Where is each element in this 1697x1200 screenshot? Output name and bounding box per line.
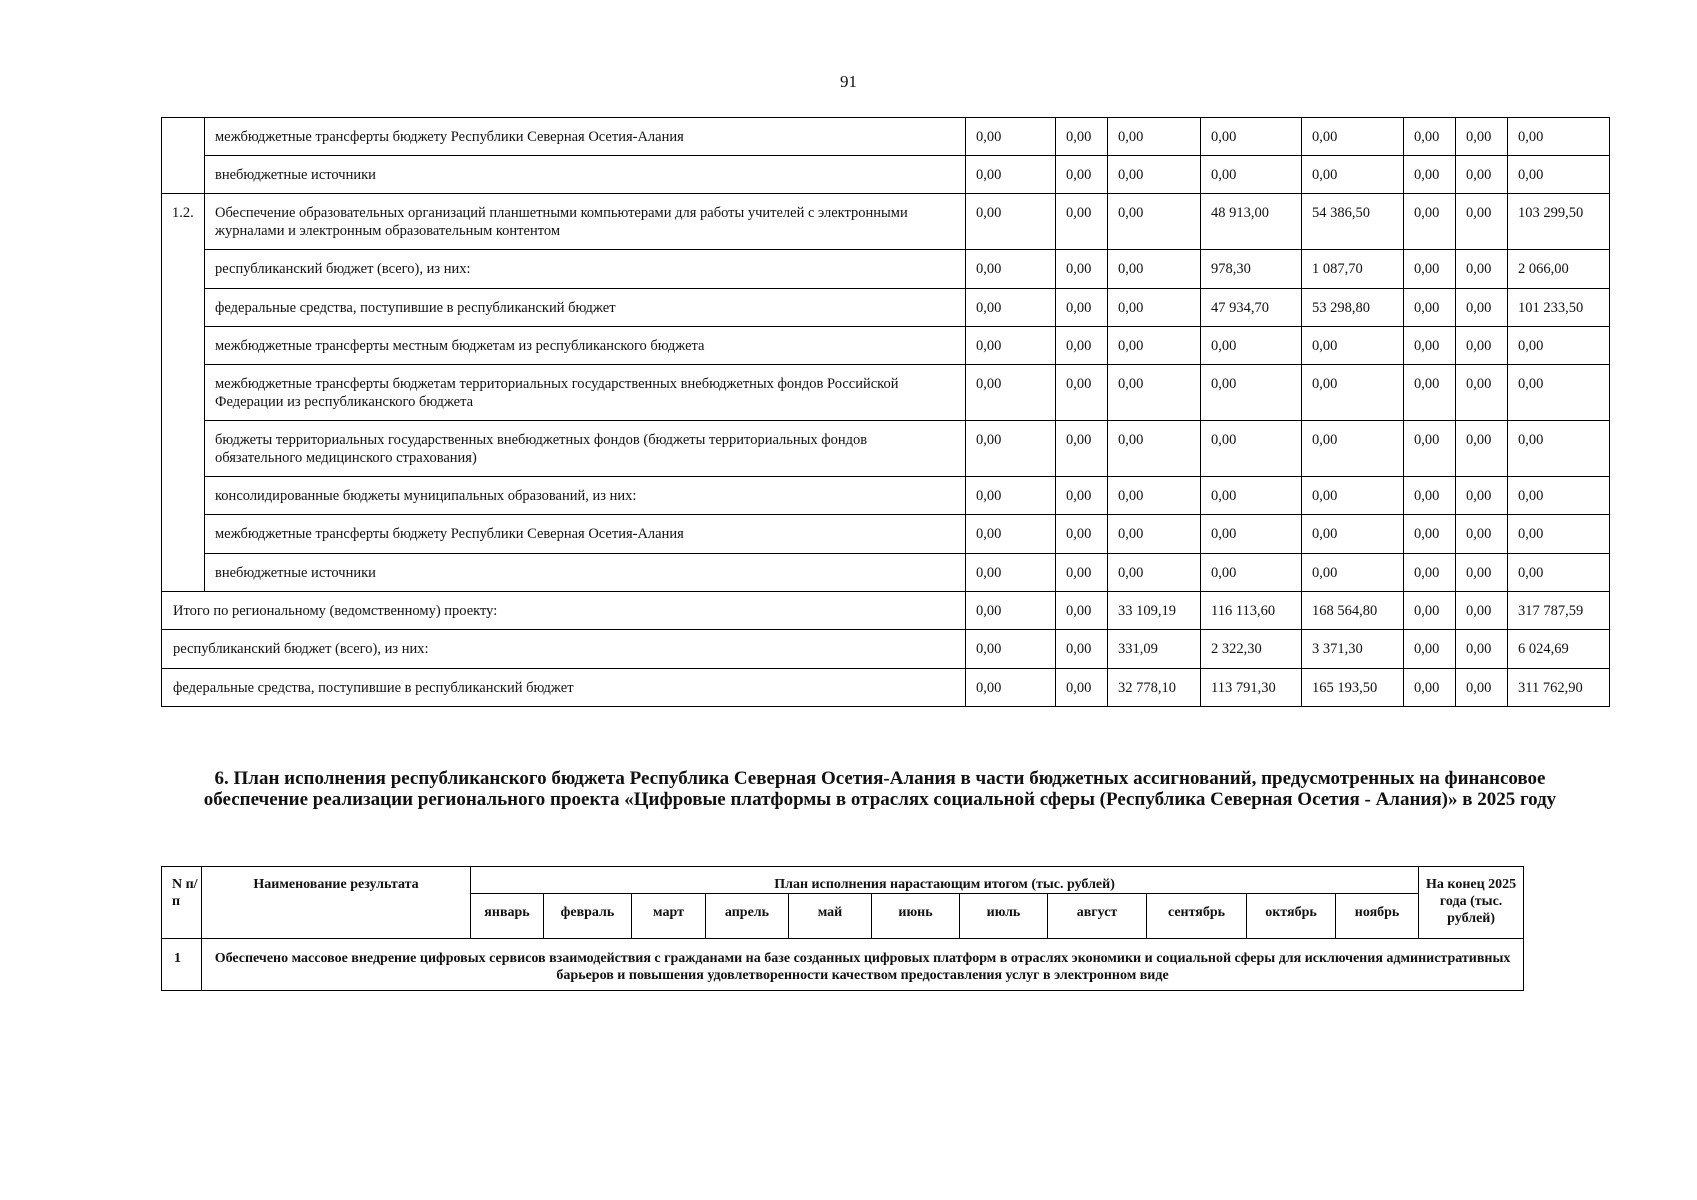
value-cell: 0,00: [1056, 250, 1108, 289]
value-cell: 0,00: [1456, 515, 1508, 554]
value-cell: 0,00: [1456, 250, 1508, 289]
value-cell: 47 934,70: [1201, 289, 1302, 327]
total-label: федеральные средства, поступившие в республиканский бюджет: [162, 669, 966, 707]
value-cell: 0,00: [1404, 327, 1456, 365]
value-cell: 978,30: [1201, 250, 1302, 289]
month-header: август: [1048, 894, 1147, 939]
value-cell: 0,00: [1508, 365, 1610, 421]
month-header: октябрь: [1247, 894, 1336, 939]
month-header: апрель: [706, 894, 789, 939]
value-cell: 0,00: [1108, 156, 1201, 194]
value-cell: 0,00: [1508, 554, 1610, 592]
value-cell: 0,00: [966, 477, 1056, 515]
value-cell: 0,00: [1456, 327, 1508, 365]
header-num: N п/п: [162, 867, 202, 939]
total-value-cell: 0,00: [1404, 669, 1456, 707]
page-number: 91: [840, 72, 857, 91]
value-cell: 0,00: [1056, 421, 1108, 477]
value-cell: 0,00: [1404, 365, 1456, 421]
value-cell: 0,00: [1056, 327, 1108, 365]
value-cell: 0,00: [1508, 327, 1610, 365]
value-cell: 0,00: [1108, 365, 1201, 421]
budget-row: [162, 289, 1610, 327]
value-cell: 2 066,00: [1508, 250, 1610, 289]
row-label: федеральные средства, поступившие в республиканский бюджет: [205, 289, 966, 327]
value-cell: 0,00: [1508, 477, 1610, 515]
value-cell: 0,00: [1056, 156, 1108, 194]
budget-table: [161, 117, 1610, 707]
header-plan: План исполнения нарастающим итогом (тыс. рублей): [471, 867, 1419, 894]
total-value-cell: 33 109,19: [1108, 592, 1201, 630]
budget-row: [162, 477, 1610, 515]
value-cell: 53 298,80: [1302, 289, 1404, 327]
value-cell: 0,00: [966, 554, 1056, 592]
total-value-cell: 0,00: [1404, 630, 1456, 669]
value-cell: 0,00: [1108, 118, 1201, 156]
value-cell: 0,00: [1201, 477, 1302, 515]
value-cell: 0,00: [1404, 250, 1456, 289]
total-value-cell: 3 371,30: [1302, 630, 1404, 669]
result-row: [162, 939, 1524, 991]
value-cell: 0,00: [1456, 156, 1508, 194]
total-value-cell: 165 193,50: [1302, 669, 1404, 707]
value-cell: 0,00: [1456, 118, 1508, 156]
row-label: Обеспечение образовательных организаций планшетными компьютерами для работы учителей с электронными журналами и электронным образовательным контентом: [205, 194, 966, 250]
section-heading: 6. План исполнения республиканского бюджета Республика Северная Осетия-Алания в части бюджетных ассигнований, предусмотренных на финансовое обеспечение реализации регионального проекта «Цифровые платформы в отраслях социальной сферы (Республика Северная Осетия - Алания)» в 2025 году: [203, 768, 1557, 810]
value-cell: 0,00: [1302, 327, 1404, 365]
total-label: республиканский бюджет (всего), из них:: [162, 630, 966, 669]
month-header: сентябрь: [1147, 894, 1247, 939]
value-cell: 0,00: [1108, 515, 1201, 554]
total-label: Итого по региональному (ведомственному) проекту:: [162, 592, 966, 630]
total-value-cell: 0,00: [966, 669, 1056, 707]
value-cell: 0,00: [1456, 365, 1508, 421]
value-cell: 0,00: [1056, 289, 1108, 327]
total-value-cell: 317 787,59: [1508, 592, 1610, 630]
value-cell: 0,00: [1404, 118, 1456, 156]
total-value-cell: 116 113,60: [1201, 592, 1302, 630]
row-label: консолидированные бюджеты муниципальных образований, из них:: [205, 477, 966, 515]
value-cell: 0,00: [1404, 421, 1456, 477]
total-value-cell: 113 791,30: [1201, 669, 1302, 707]
value-cell: 0,00: [1508, 421, 1610, 477]
total-value-cell: 168 564,80: [1302, 592, 1404, 630]
value-cell: 0,00: [1056, 194, 1108, 250]
month-header: февраль: [544, 894, 632, 939]
value-cell: 0,00: [1201, 327, 1302, 365]
value-cell: 54 386,50: [1302, 194, 1404, 250]
value-cell: 0,00: [1456, 477, 1508, 515]
budget-row: [162, 421, 1610, 477]
total-value-cell: 0,00: [1456, 592, 1508, 630]
total-value-cell: 0,00: [1404, 592, 1456, 630]
value-cell: 0,00: [966, 365, 1056, 421]
value-cell: 0,00: [1201, 118, 1302, 156]
month-header: ноябрь: [1336, 894, 1419, 939]
value-cell: 0,00: [1508, 515, 1610, 554]
total-value-cell: 32 778,10: [1108, 669, 1201, 707]
value-cell: 0,00: [1108, 250, 1201, 289]
value-cell: 0,00: [1302, 477, 1404, 515]
value-cell: 0,00: [1108, 554, 1201, 592]
value-cell: 0,00: [1108, 194, 1201, 250]
total-value-cell: 311 762,90: [1508, 669, 1610, 707]
value-cell: 0,00: [1056, 365, 1108, 421]
row-number: [162, 118, 205, 194]
total-value-cell: 0,00: [966, 630, 1056, 669]
value-cell: 1 087,70: [1302, 250, 1404, 289]
value-cell: 101 233,50: [1508, 289, 1610, 327]
budget-row: [162, 327, 1610, 365]
value-cell: 0,00: [1201, 156, 1302, 194]
total-value-cell: 6 024,69: [1508, 630, 1610, 669]
total-value-cell: 0,00: [1056, 630, 1108, 669]
value-cell: 0,00: [1056, 554, 1108, 592]
value-cell: 0,00: [1404, 289, 1456, 327]
value-cell: 0,00: [966, 289, 1056, 327]
row-label: внебюджетные источники: [205, 554, 966, 592]
month-header: июль: [960, 894, 1048, 939]
month-header: май: [789, 894, 872, 939]
row-label: бюджеты территориальных государственных внебюджетных фондов (бюджеты территориальных фондов обязательного медицинского страхования): [205, 421, 966, 477]
row-label: внебюджетные источники: [205, 156, 966, 194]
value-cell: 0,00: [1404, 554, 1456, 592]
budget-row: [162, 250, 1610, 289]
value-cell: 0,00: [1201, 554, 1302, 592]
value-cell: 0,00: [1056, 118, 1108, 156]
value-cell: 0,00: [966, 156, 1056, 194]
value-cell: 0,00: [1302, 515, 1404, 554]
value-cell: 0,00: [966, 118, 1056, 156]
value-cell: 0,00: [1302, 365, 1404, 421]
value-cell: 0,00: [1456, 554, 1508, 592]
row-label: межбюджетные трансферты бюджету Республики Северная Осетия-Алания: [205, 118, 966, 156]
budget-row: [162, 118, 1610, 156]
month-header: июнь: [872, 894, 960, 939]
value-cell: 0,00: [1302, 118, 1404, 156]
total-value-cell: 0,00: [1456, 669, 1508, 707]
month-header: январь: [471, 894, 544, 939]
value-cell: 48 913,00: [1201, 194, 1302, 250]
value-cell: 0,00: [1108, 421, 1201, 477]
header-year-end: На конец 2025 года (тыс. рублей): [1419, 867, 1524, 939]
value-cell: 0,00: [1108, 289, 1201, 327]
total-value-cell: 0,00: [966, 592, 1056, 630]
month-header: март: [632, 894, 706, 939]
value-cell: 0,00: [1456, 421, 1508, 477]
total-row: [162, 592, 1610, 630]
total-value-cell: 0,00: [1056, 592, 1108, 630]
value-cell: 0,00: [1404, 156, 1456, 194]
value-cell: 0,00: [966, 515, 1056, 554]
value-cell: 0,00: [1404, 515, 1456, 554]
value-cell: 0,00: [1456, 194, 1508, 250]
row-number: 1.2.: [162, 194, 205, 592]
total-row: [162, 630, 1610, 669]
result-number: 1: [162, 939, 202, 991]
budget-row: [162, 194, 1610, 250]
value-cell: 0,00: [1056, 515, 1108, 554]
value-cell: 0,00: [1108, 477, 1201, 515]
value-cell: 0,00: [1302, 421, 1404, 477]
budget-row: [162, 515, 1610, 554]
row-label: межбюджетные трансферты бюджету Республики Северная Осетия-Алания: [205, 515, 966, 554]
value-cell: 0,00: [1056, 477, 1108, 515]
total-value-cell: 331,09: [1108, 630, 1201, 669]
total-row: [162, 669, 1610, 707]
result-text: Обеспечено массовое внедрение цифровых сервисов взаимодействия с гражданами на базе созданных цифровых платформ в отраслях экономики и социальной сферы для исключения административных барьеров и повышения удовлетворенности качеством предоставления услуг в электронном виде: [202, 939, 1524, 991]
header-result-name: Наименование результата: [202, 867, 471, 939]
total-value-cell: 0,00: [1056, 669, 1108, 707]
value-cell: 103 299,50: [1508, 194, 1610, 250]
value-cell: 0,00: [1201, 421, 1302, 477]
value-cell: 0,00: [1201, 365, 1302, 421]
value-cell: 0,00: [1108, 327, 1201, 365]
value-cell: 0,00: [1508, 156, 1610, 194]
value-cell: 0,00: [1404, 194, 1456, 250]
value-cell: 0,00: [966, 250, 1056, 289]
value-cell: 0,00: [966, 421, 1056, 477]
value-cell: 0,00: [966, 194, 1056, 250]
budget-row: [162, 554, 1610, 592]
value-cell: 0,00: [1302, 156, 1404, 194]
total-value-cell: 0,00: [1456, 630, 1508, 669]
budget-row: [162, 156, 1610, 194]
budget-row: [162, 365, 1610, 421]
row-label: республиканский бюджет (всего), из них:: [205, 250, 966, 289]
row-label: межбюджетные трансферты бюджетам территориальных государственных внебюджетных фондов Российской Федерации из республиканского бюджета: [205, 365, 966, 421]
plan-table: [161, 866, 1524, 991]
value-cell: 0,00: [1201, 515, 1302, 554]
value-cell: 0,00: [1456, 289, 1508, 327]
value-cell: 0,00: [1508, 118, 1610, 156]
value-cell: 0,00: [966, 327, 1056, 365]
value-cell: 0,00: [1404, 477, 1456, 515]
value-cell: 0,00: [1302, 554, 1404, 592]
total-value-cell: 2 322,30: [1201, 630, 1302, 669]
row-label: межбюджетные трансферты местным бюджетам из республиканского бюджета: [205, 327, 966, 365]
